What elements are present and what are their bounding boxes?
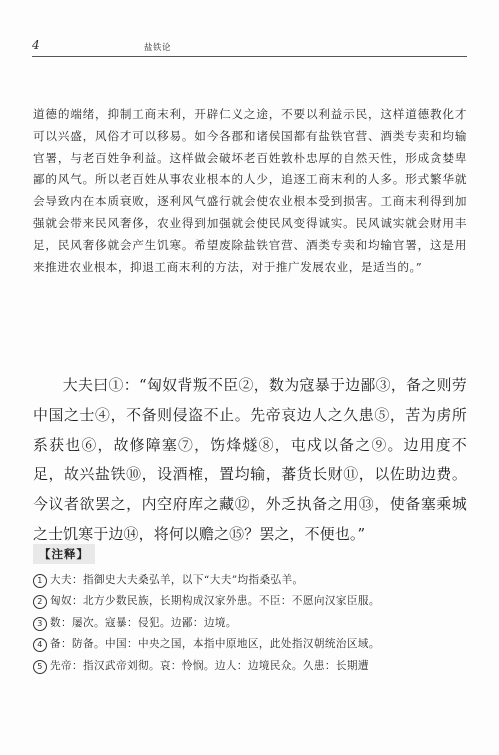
note-number: 5 [33,660,47,674]
note-item [33,570,469,591]
notes-heading: 【注释】 [33,544,95,564]
note-number: 2 [33,595,47,609]
note-number: 1 [33,574,47,588]
page-number: 4 [32,38,40,52]
note-item [33,613,469,634]
note-text: 备：防备。中国：中央之国，本指中原地区，此处指汉朝统治区域。 [50,638,380,651]
note-number: 3 [33,617,47,631]
translation-paragraph: 道德的端绪，抑制工商末利，开辟仁义之途，不要以利益示民，这样道德教化才可以兴盛，风俗才可以移易。如今各郡和诸侯国都有盐铁官营、酒类专卖和均输官署，与老百姓争利益。这样做会破坏老百姓敦朴忠厚的自然天性，形成贪婪卑鄙的风气。所以老百姓从事农业根本的人少，追逐工商末利的人多。形式繁华就会导致内在本质衰败，逐利风气盛行就会使农业根本受到损害。工商末利得到加强就会带来民风奢侈，农业得到加强就会使民风变得诚实。民风诚实就会财用丰足，民风奢侈就会产生饥寒。希望废除盐铁官营、酒类专卖和均输官署，这是用来推进农业根本，抑退工商末利的方法，对于推广发展农业，是适当的。” [33,107,467,274]
note-item [33,591,469,612]
note-text: 先帝：指汉武帝刘彻。哀：怜悯。边人：边境民众。久患：长期遭 [50,659,369,672]
running-header [32,40,467,54]
note-text: 大夫：指御史大夫桑弘羊，以下“大夫”均指桑弘羊。 [50,574,304,586]
translation-block [33,104,467,278]
notes-list [33,570,469,677]
note-item [33,634,469,655]
book-title: 盐铁论 [144,43,172,53]
note-text: 匈奴：北方少数民族，长期构成汉家外患。不臣：不愿向汉家臣服。 [50,595,380,608]
original-paragraph: 大夫曰①：“匈奴背叛不臣②，数为寇暴于边鄙③，备之则劳中国之士④，不备则侵盗不止。先帝哀边人之久患⑤，苦为虏所系获也⑥，故修障塞⑦，饬烽燧⑧，屯戍以备之⑨。边用度不足，故兴盐铁⑩，设酒榷，置均输，蕃货长财⑪，以佐助边费。今议者欲罢之，内空府库之藏⑫，外乏执备之用⑬，使备塞乘城之士饥寒于边⑭，将何以赡之⑮？罢之，不便也。” [33,376,467,543]
note-item [33,656,469,677]
note-number: 4 [33,638,47,652]
note-text: 数：屡次。寇暴：侵犯。边鄙：边境。 [50,616,237,629]
original-text-block [33,371,467,550]
header-rule [32,56,467,57]
